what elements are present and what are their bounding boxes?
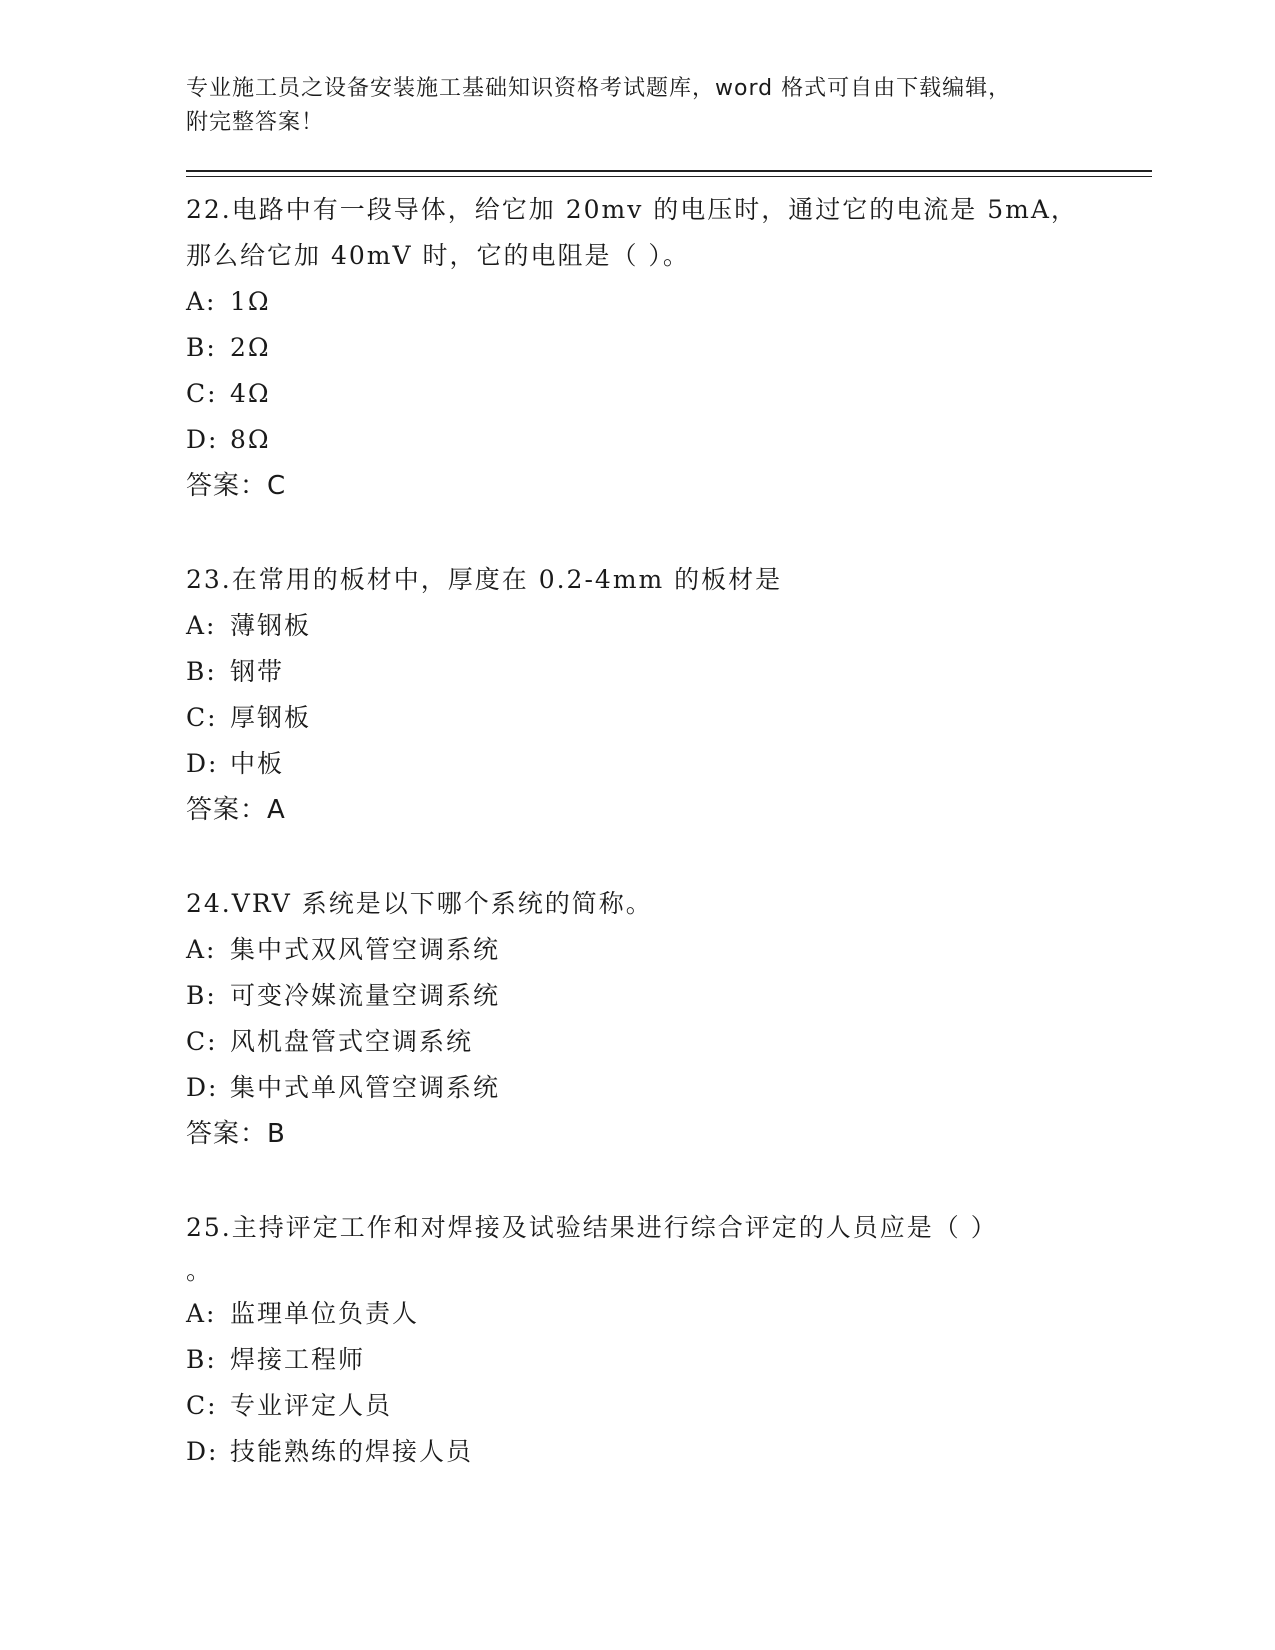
option-text: 厚钢板 bbox=[230, 703, 312, 732]
answer-line: 答案：B bbox=[186, 1119, 286, 1149]
option-text: 焊接工程师 bbox=[230, 1345, 366, 1374]
option-text: 可变冷媒流量空调系统 bbox=[230, 981, 501, 1010]
option-letter: D: bbox=[186, 749, 219, 778]
option-text: 监理单位负责人 bbox=[230, 1299, 420, 1328]
answer-line: 答案：A bbox=[186, 795, 286, 825]
document-header-line-2: 附完整答案！ bbox=[186, 110, 325, 135]
option-text: 专业评定人员 bbox=[230, 1391, 393, 1420]
question-25 bbox=[186, 1205, 1152, 1475]
option-letter: B: bbox=[186, 981, 217, 1010]
option-d bbox=[186, 1065, 1152, 1111]
question-24 bbox=[186, 881, 1152, 1157]
option-a bbox=[186, 603, 1152, 649]
option-letter: D: bbox=[186, 1437, 219, 1466]
option-c bbox=[186, 1383, 1152, 1429]
option-letter: C: bbox=[186, 703, 218, 732]
option-letter: B: bbox=[186, 1345, 217, 1374]
option-text: 1Ω bbox=[230, 287, 271, 316]
option-b bbox=[186, 973, 1152, 1019]
option-letter: D: bbox=[186, 1073, 219, 1102]
document-page bbox=[186, 72, 1152, 1475]
question-stem: 25.主持评定工作和对焊接及试验结果进行综合评定的人员应是（ ） bbox=[186, 1213, 998, 1242]
option-letter: C: bbox=[186, 1027, 218, 1056]
option-text: 8Ω bbox=[230, 425, 271, 454]
option-c bbox=[186, 695, 1152, 741]
question-23 bbox=[186, 557, 1152, 833]
option-c bbox=[186, 1019, 1152, 1065]
option-b bbox=[186, 325, 1152, 371]
option-text: 集中式双风管空调系统 bbox=[230, 935, 501, 964]
option-text: 风机盘管式空调系统 bbox=[230, 1027, 474, 1056]
option-letter: B: bbox=[186, 657, 217, 686]
option-letter: C: bbox=[186, 1391, 218, 1420]
option-letter: A: bbox=[186, 287, 217, 316]
option-letter: A: bbox=[186, 611, 217, 640]
header-divider bbox=[186, 170, 1152, 177]
option-b bbox=[186, 1337, 1152, 1383]
option-d bbox=[186, 1429, 1152, 1475]
option-text: 薄钢板 bbox=[230, 611, 312, 640]
option-text: 集中式单风管空调系统 bbox=[230, 1073, 501, 1102]
option-letter: D: bbox=[186, 425, 219, 454]
question-stem-continuation: 那么给它加 40mV 时，它的电阻是（ ）。 bbox=[186, 241, 690, 270]
option-a bbox=[186, 279, 1152, 325]
question-22 bbox=[186, 187, 1152, 509]
question-stem: 22.电路中有一段导体，给它加 20mv 的电压时，通过它的电流是 5mA， bbox=[186, 195, 1078, 224]
option-letter: A: bbox=[186, 1299, 217, 1328]
option-b bbox=[186, 649, 1152, 695]
option-c bbox=[186, 371, 1152, 417]
question-stem-continuation: 。 bbox=[186, 1256, 214, 1285]
option-letter: A: bbox=[186, 935, 217, 964]
option-letter: C: bbox=[186, 379, 218, 408]
option-text: 钢带 bbox=[230, 657, 285, 686]
document-header-line-1: 专业施工员之设备安装施工基础知识资格考试题库，word 格式可自由下载编辑， bbox=[186, 76, 1012, 101]
option-text: 技能熟练的焊接人员 bbox=[230, 1437, 474, 1466]
question-stem: 24.VRV 系统是以下哪个系统的简称。 bbox=[186, 889, 653, 918]
option-text: 中板 bbox=[230, 749, 285, 778]
option-a bbox=[186, 1291, 1152, 1337]
option-text: 2Ω bbox=[230, 333, 271, 362]
option-d bbox=[186, 741, 1152, 787]
option-d bbox=[186, 417, 1152, 463]
option-a bbox=[186, 927, 1152, 973]
question-stem: 23.在常用的板材中，厚度在 0.2-4mm 的板材是 bbox=[186, 565, 783, 594]
option-text: 4Ω bbox=[230, 379, 271, 408]
answer-line: 答案：C bbox=[186, 471, 287, 501]
option-letter: B: bbox=[186, 333, 217, 362]
